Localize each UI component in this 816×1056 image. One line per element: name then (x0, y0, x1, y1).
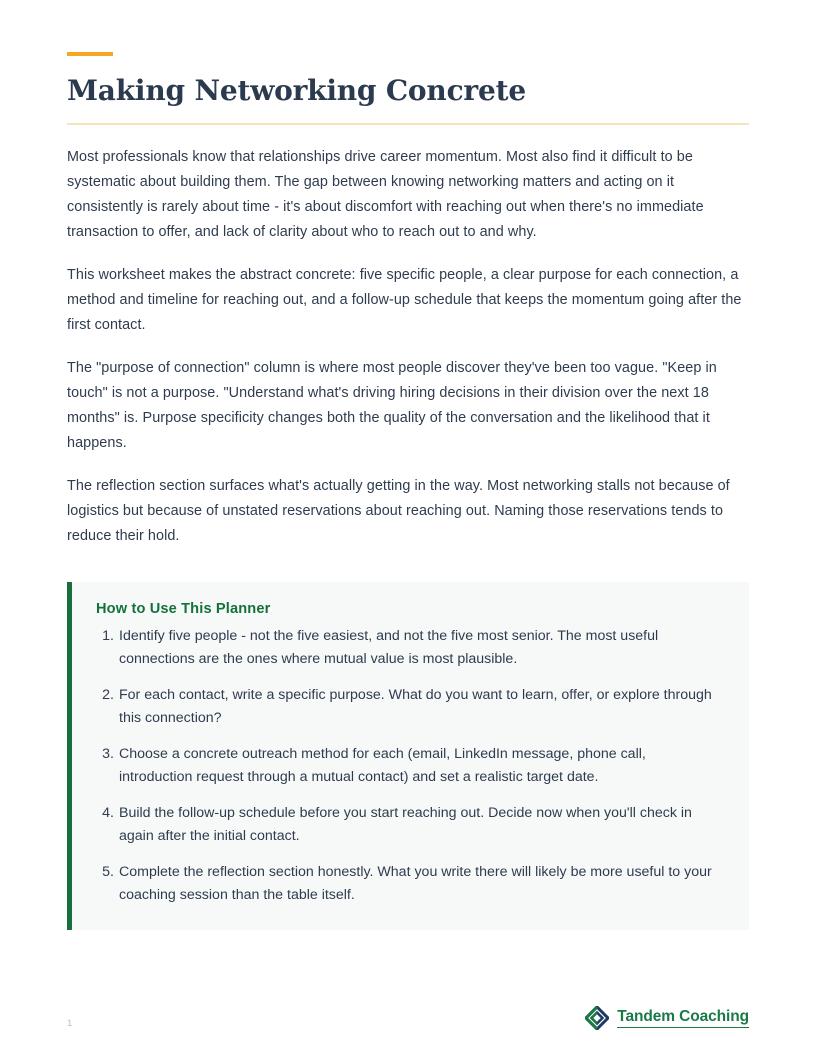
document-content (67, 0, 749, 930)
how-to-use-callout (67, 582, 749, 930)
diamond-logo-icon (585, 1006, 609, 1030)
body-paragraph-4: The reflection section surfaces what's actually getting in the way. Most networking stalls not because of logistics but because of unstated reservations about reaching out. Naming those reservations tends to reduce their hold. (67, 478, 730, 545)
list-item: Complete the reflection section honestly. What you write there will likely be more useful to your coaching session than the table itself. (119, 864, 712, 904)
page-title: Making Networking Concrete (67, 74, 526, 107)
list-item: Build the follow-up schedule before you start reaching out. Decide now when you'll check in again after the initial contact. (119, 805, 692, 845)
list-item: For each contact, write a specific purpose. What do you want to learn, offer, or explore through this connection? (119, 687, 712, 727)
page-number: 1 (67, 1017, 73, 1029)
list-item: Identify five people - not the five easiest, and not the five most senior. The most useful connections are the ones where mutual value is most plausible. (119, 628, 659, 668)
brand-logo (585, 1006, 749, 1030)
body-paragraph-1: Most professionals know that relationships drive career momentum. Most also find it difficult to be systematic about building them. The gap between knowing networking matters and acting on it consistently is rarely about time - it's about discomfort with reaching out when there's no immediate transaction to offer, and lack of clarity about who to reach out to and why. (67, 149, 704, 241)
callout-heading: How to Use This Planner (96, 601, 271, 618)
body-paragraph-3: The "purpose of connection" column is where most people discover they've been too vague. "Keep in touch" is not a purpose. "Understand what's driving hiring decisions in their division over the next 18 months" is. Purpose specificity changes both the quality of the conversation and the likelihood that it happens. (67, 360, 717, 452)
how-to-use-list (96, 625, 723, 907)
page-footer (67, 1002, 749, 1030)
body-paragraph-2: This worksheet makes the abstract concrete: five specific people, a clear purpose for each connection, a method and timeline for reaching out, and a follow-up schedule that keeps the momentum going after the first contact. (67, 267, 742, 334)
brand-name: Tandem Coaching (617, 1008, 749, 1027)
title-accent-bar (67, 52, 113, 56)
list-item: Choose a concrete outreach method for each (email, LinkedIn message, phone call, introduction request through a mutual contact) and set a realistic target date. (119, 746, 646, 786)
